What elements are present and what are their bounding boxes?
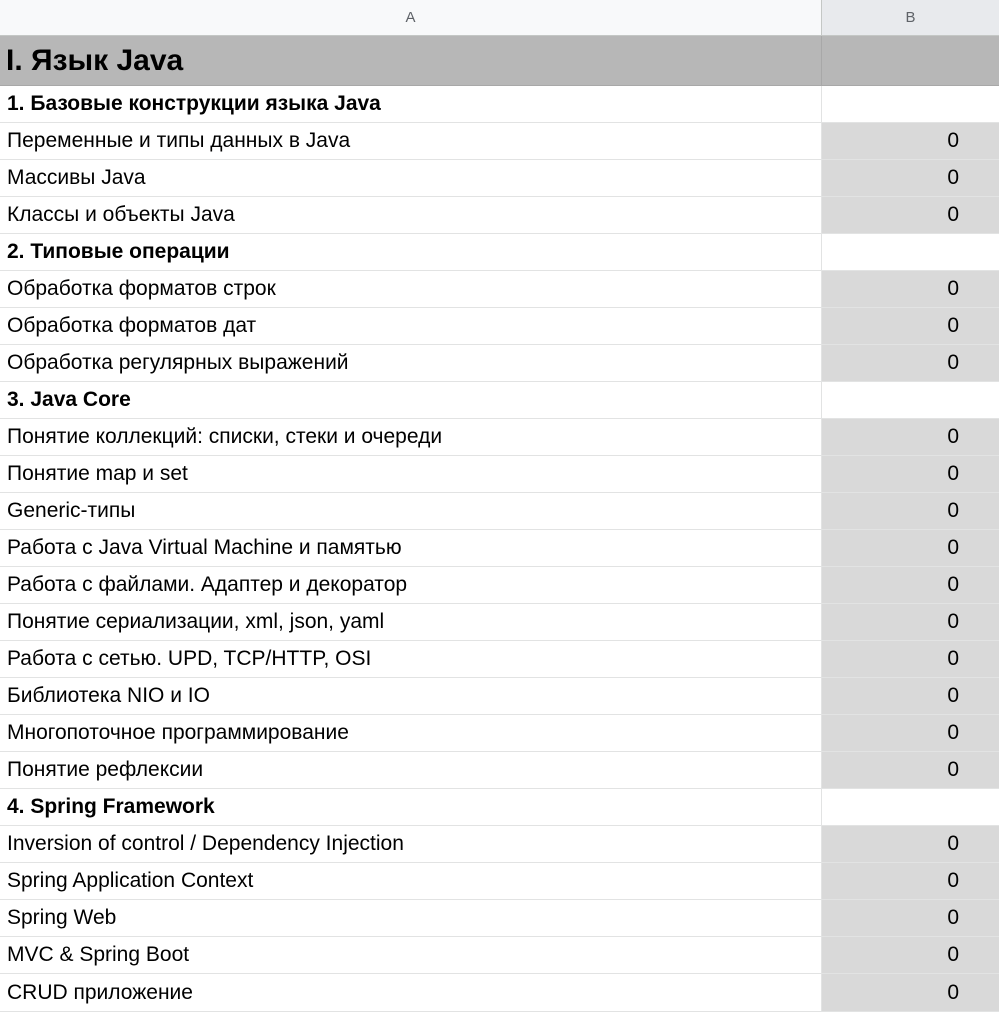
column-header-a[interactable]: A bbox=[0, 0, 822, 35]
topic-cell[interactable]: Обработка форматов дат bbox=[0, 308, 822, 344]
score-cell[interactable]: 0 bbox=[822, 197, 999, 233]
score-cell[interactable]: 0 bbox=[822, 456, 999, 492]
table-row bbox=[0, 419, 999, 456]
table-row bbox=[0, 641, 999, 678]
topic-cell[interactable]: Generic-типы bbox=[0, 493, 822, 529]
score-cell[interactable]: 0 bbox=[822, 826, 999, 862]
topic-cell[interactable]: Переменные и типы данных в Java bbox=[0, 123, 822, 159]
topic-cell[interactable]: Работа с файлами. Адаптер и декоратор bbox=[0, 567, 822, 603]
score-cell[interactable] bbox=[822, 86, 999, 122]
score-cell[interactable] bbox=[822, 234, 999, 270]
topic-cell[interactable]: Многопоточное программирование bbox=[0, 715, 822, 751]
score-cell[interactable]: 0 bbox=[822, 530, 999, 566]
table-row bbox=[0, 752, 999, 789]
section-row bbox=[0, 382, 999, 419]
table-row bbox=[0, 567, 999, 604]
topic-cell[interactable]: Понятие map и set bbox=[0, 456, 822, 492]
table-row bbox=[0, 715, 999, 752]
table-row bbox=[0, 123, 999, 160]
table-row bbox=[0, 678, 999, 715]
score-cell[interactable]: 0 bbox=[822, 937, 999, 973]
topic-cell[interactable]: Работа с сетью. UPD, TCP/HTTP, OSI bbox=[0, 641, 822, 677]
column-header-b[interactable]: B bbox=[822, 0, 999, 35]
score-cell[interactable]: 0 bbox=[822, 567, 999, 603]
table-row bbox=[0, 456, 999, 493]
topic-cell[interactable]: Классы и объекты Java bbox=[0, 197, 822, 233]
score-cell[interactable] bbox=[822, 789, 999, 825]
score-cell[interactable]: 0 bbox=[822, 715, 999, 751]
score-cell[interactable]: 0 bbox=[822, 678, 999, 714]
score-cell[interactable]: 0 bbox=[822, 308, 999, 344]
score-cell[interactable]: 0 bbox=[822, 900, 999, 936]
score-cell[interactable]: 0 bbox=[822, 345, 999, 381]
score-cell[interactable] bbox=[822, 382, 999, 418]
table-row bbox=[0, 160, 999, 197]
section-title-cell[interactable]: 3. Java Core bbox=[0, 382, 822, 418]
section-row bbox=[0, 86, 999, 123]
score-cell[interactable]: 0 bbox=[822, 604, 999, 640]
table-row bbox=[0, 308, 999, 345]
score-cell[interactable]: 0 bbox=[822, 160, 999, 196]
table-row bbox=[0, 900, 999, 937]
topic-cell[interactable]: Inversion of control / Dependency Injection bbox=[0, 826, 822, 862]
score-cell[interactable]: 0 bbox=[822, 974, 999, 1011]
title-cell[interactable]: I. Язык Java bbox=[0, 36, 822, 85]
table-row bbox=[0, 530, 999, 567]
topic-cell[interactable]: Обработка регулярных выражений bbox=[0, 345, 822, 381]
score-cell[interactable]: 0 bbox=[822, 752, 999, 788]
topic-cell[interactable]: Понятие коллекций: списки, стеки и очереди bbox=[0, 419, 822, 455]
title-cell-b[interactable] bbox=[822, 36, 999, 85]
table-row bbox=[0, 826, 999, 863]
score-cell[interactable]: 0 bbox=[822, 419, 999, 455]
section-title-cell[interactable]: 4. Spring Framework bbox=[0, 789, 822, 825]
column-header-row bbox=[0, 0, 999, 36]
table-row bbox=[0, 604, 999, 641]
topic-cell[interactable]: Библиотека NIO и IO bbox=[0, 678, 822, 714]
score-cell[interactable]: 0 bbox=[822, 863, 999, 899]
table-row bbox=[0, 345, 999, 382]
score-cell[interactable]: 0 bbox=[822, 641, 999, 677]
table-row bbox=[0, 937, 999, 974]
section-title-cell[interactable]: 2. Типовые операции bbox=[0, 234, 822, 270]
score-cell[interactable]: 0 bbox=[822, 271, 999, 307]
table-row bbox=[0, 493, 999, 530]
section-row bbox=[0, 789, 999, 826]
section-title-cell[interactable]: 1. Базовые конструкции языка Java bbox=[0, 86, 822, 122]
topic-cell[interactable]: CRUD приложение bbox=[0, 974, 822, 1011]
table-row bbox=[0, 197, 999, 234]
topic-cell[interactable]: Работа с Java Virtual Machine и памятью bbox=[0, 530, 822, 566]
data-rows bbox=[0, 86, 999, 1012]
topic-cell[interactable]: Понятие рефлексии bbox=[0, 752, 822, 788]
topic-cell[interactable]: Spring Web bbox=[0, 900, 822, 936]
topic-cell[interactable]: Понятие сериализации, xml, json, yaml bbox=[0, 604, 822, 640]
title-row bbox=[0, 36, 999, 86]
topic-cell[interactable]: MVC & Spring Boot bbox=[0, 937, 822, 973]
topic-cell[interactable]: Обработка форматов строк bbox=[0, 271, 822, 307]
section-row bbox=[0, 234, 999, 271]
score-cell[interactable]: 0 bbox=[822, 493, 999, 529]
table-row bbox=[0, 863, 999, 900]
score-cell[interactable]: 0 bbox=[822, 123, 999, 159]
table-row bbox=[0, 271, 999, 308]
table-row bbox=[0, 974, 999, 1012]
topic-cell[interactable]: Массивы Java bbox=[0, 160, 822, 196]
topic-cell[interactable]: Spring Application Context bbox=[0, 863, 822, 899]
